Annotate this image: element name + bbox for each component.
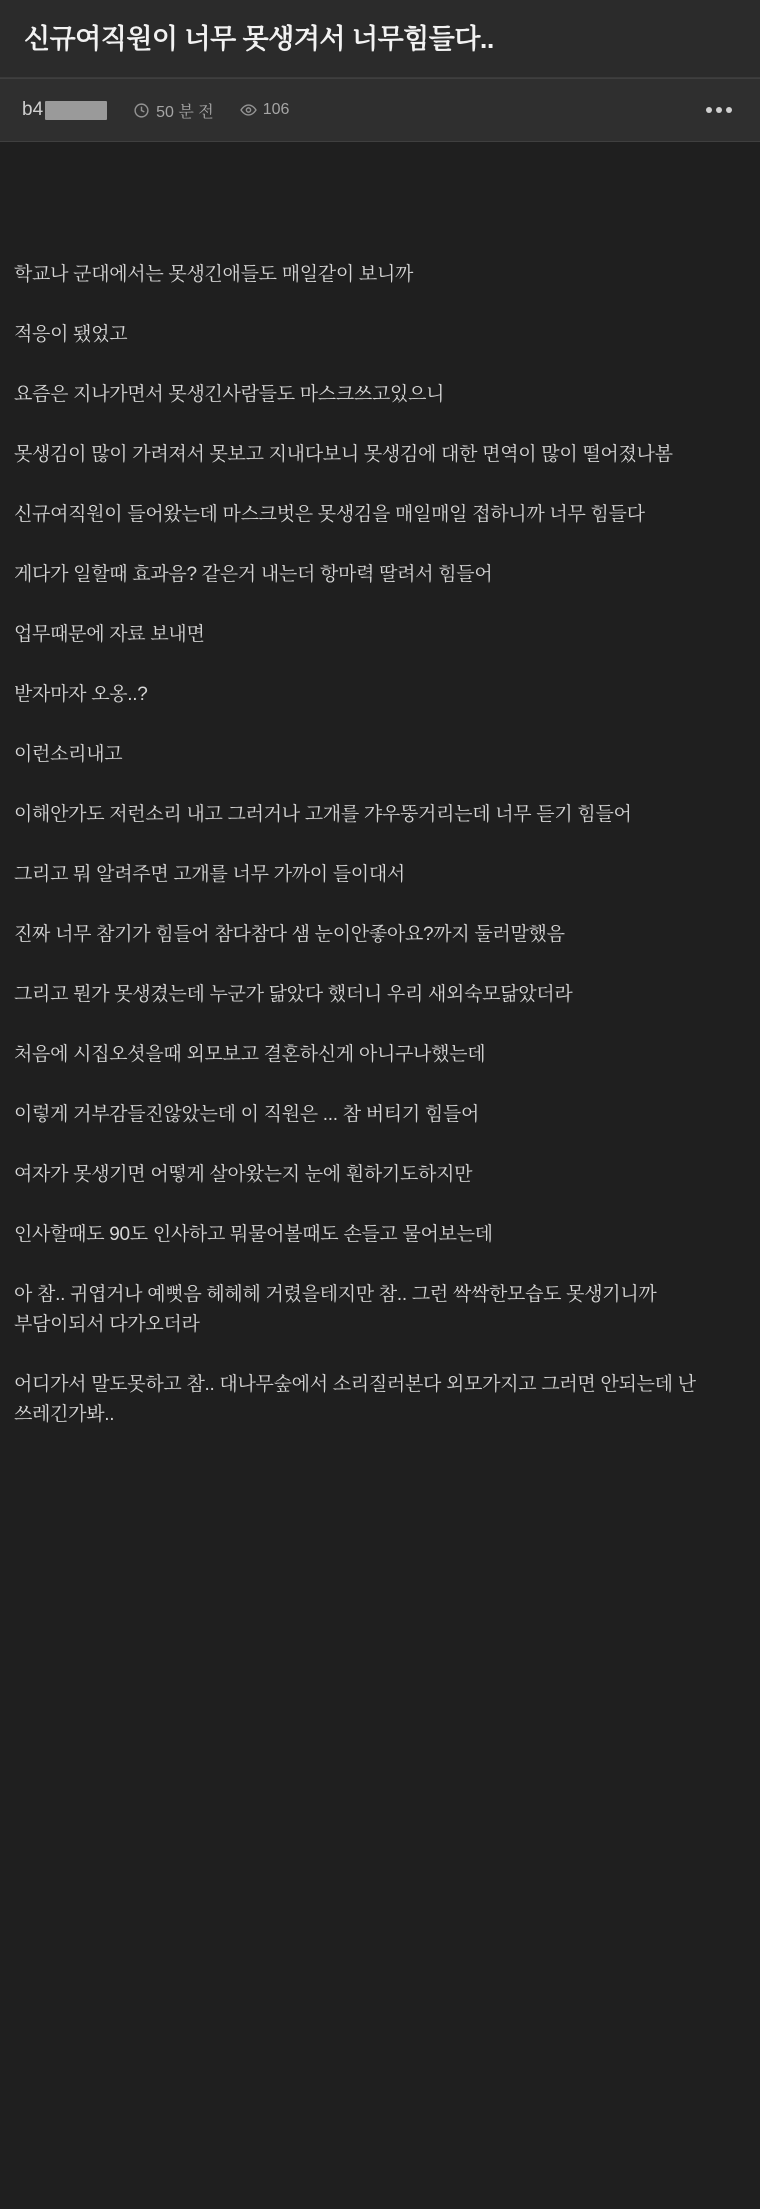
post-time [133, 99, 214, 122]
post-views [240, 101, 290, 119]
post-paragraph: 신규여직원이 들어왔는데 마스크벗은 못생김을 매일매일 접하니까 너무 힘들다 [14, 504, 645, 526]
post-meta-bar [0, 78, 760, 142]
post-paragraph: 이런소리내고 [14, 744, 123, 766]
post-title-bar [0, 0, 760, 78]
post-paragraph: 그리고 뭐 알려주면 고개를 너무 가까이 들이대서 [14, 864, 405, 886]
more-dot [706, 107, 712, 113]
post-paragraph: 요즘은 지나가면서 못생긴사람들도 마스크쓰고있으니 [14, 384, 445, 406]
post-paragraph: 게다가 일할때 효과음? 같은거 내는더 항마력 딸려서 힘들어 [14, 564, 493, 586]
author-name-mask [45, 101, 107, 120]
author-name[interactable]: b4 [22, 99, 44, 121]
more-dot [716, 107, 722, 113]
post-paragraph: 학교나 군대에서는 못생긴애들도 매일같이 보니까 [14, 264, 414, 286]
post-paragraph: 인사할때도 90도 인사하고 뭐물어볼때도 손들고 물어보는데 [14, 1224, 493, 1246]
post-paragraph: 아 참.. 귀엽거나 예뻣음 헤헤헤 거렸을테지만 참.. 그런 싹싹한모습도 못생기니까 부담이되서 다가오더라 [14, 1284, 662, 1336]
clock-icon [133, 102, 150, 119]
post-body [0, 260, 760, 1470]
post-paragraph: 어디가서 말도못하고 참.. 대나무숲에서 소리질러본다 외모가지고 그러면 안되는데 난 쓰레긴가봐.. [14, 1374, 701, 1426]
page-title: 신규여직원이 너무 못생겨서 너무힘들다.. [24, 24, 494, 54]
post-paragraph: 못생김이 많이 가려져서 못보고 지내다보니 못생김에 대한 면역이 많이 떨어졌나봄 [14, 444, 673, 466]
post-paragraph: 여자가 못생기면 어떻게 살아왔는지 눈에 훤하기도하지만 [14, 1164, 473, 1186]
post-paragraph: 그리고 뭔가 못생겼는데 누군가 닮았다 했더니 우리 새외숙모닮았더라 [14, 984, 573, 1006]
post-spacer [0, 142, 760, 260]
post-paragraph: 이해안가도 저런소리 내고 그러거나 고개를 갸우뚱거리는데 너무 듣기 힘들어 [14, 804, 632, 826]
post-views-count: 106 [262, 101, 290, 119]
post-paragraph: 처음에 시집오셧을때 외모보고 결혼하신게 아니구나했는데 [14, 1044, 486, 1066]
more-dot [726, 107, 732, 113]
post-meta-left [22, 99, 700, 122]
eye-icon [240, 102, 257, 119]
post-paragraph: 받자마자 오옹..? [14, 684, 148, 706]
post-paragraph: 진짜 너무 참기가 힘들어 참다참다 샘 눈이안좋아요?까지 둘러말했음 [14, 924, 565, 946]
post-paragraph: 이렇게 거부감들진않았는데 이 직원은 ... 참 버티기 힘들어 [14, 1104, 480, 1126]
more-options-icon[interactable] [700, 103, 738, 117]
post-time-label: 50 분 전 [156, 103, 214, 121]
post-paragraph: 업무때문에 자료 보내면 [14, 624, 205, 646]
post-paragraph: 적응이 됐었고 [14, 324, 128, 346]
